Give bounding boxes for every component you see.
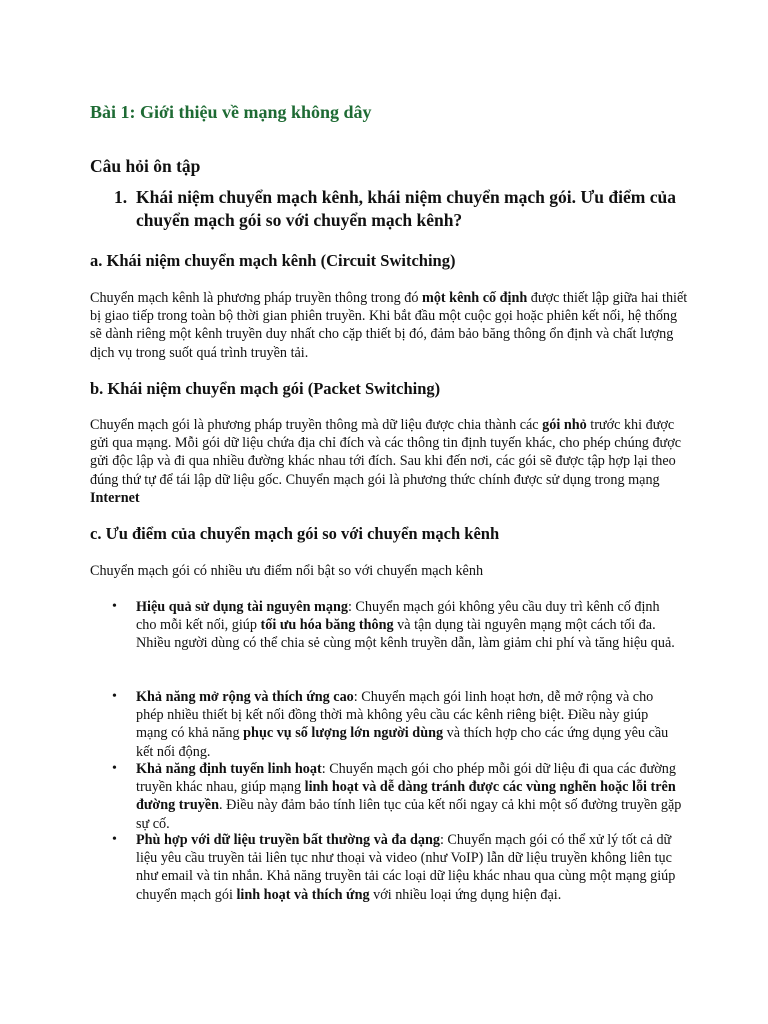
list-item-text [136,688,682,761]
review-heading: Câu hỏi ôn tập [90,156,201,176]
section-b-heading: b. Khái niệm chuyển mạch gói (Packet Switching) [90,379,441,398]
list-item-text-2: và thích hợp cho các ứng dụng yêu cầu kết nối động. [136,725,669,760]
list-item-text-2: và tận dụng tài nguyên mạng một cách tối đa. Nhiều người dùng có thể chia sẻ cùng một kênh truyền dẫn, làm giảm chi phí và tăng hiệu quả. [136,617,675,652]
section-b-text-2: trước khi được gửi qua mạng. Mỗi gói dữ liệu chứa địa chỉ đích và các thông tin định tuyến khác, cho phép chúng được gửi độc lập và đi qua nhiều đường khác nhau tới đích. Sau khi đến nơi, các gói sẽ được tập hợp lại theo đúng thứ tự để tái lập dữ liệu gốc. Chuyển mạch gói là phương thức chính được sử dụng trong mạng [90,417,682,488]
list-item-bold-lead: Khả năng định tuyến linh hoạt [136,761,322,777]
list-item-bold-lead: Hiệu quả sử dụng tài nguyên mạng [136,599,348,615]
list-item-bold-mid: tối ưu hóa băng thông [260,617,394,634]
section-b-bold-1: gói nhỏ [542,417,587,433]
section-a-heading: a. Khái niệm chuyển mạch kênh (Circuit Switching) [90,251,456,270]
list-item [90,831,690,904]
list-item [90,760,690,833]
bullet-icon: • [112,761,117,776]
bullet-icon: • [112,599,117,614]
list-item-text-1: : Chuyển mạch gói không yêu cầu duy trì kênh cố định cho mỗi kết nối, giúp [136,599,660,634]
list-item-bold-mid: linh hoạt và thích ứng [236,886,370,903]
list-item-bold-mid: phục vụ số lượng lớn người dùng [243,725,444,742]
section-c-intro: Chuyển mạch gói có nhiều ưu điểm nổi bật so với chuyển mạch kênh [90,563,484,579]
section-b-text-1: Chuyển mạch gói là phương pháp truyền thông mà dữ liệu được chia thành các [90,417,543,433]
list-item-text-2: . Điều này đảm bảo tính liên tục của kết nối ngay cả khi một số đường truyền gặp sự cố. [136,797,682,832]
section-c-heading: c. Ưu điểm của chuyển mạch gói so với chuyển mạch kênh [90,524,500,543]
section-a-text-2: được thiết lập giữa hai thiết bị giao tiếp trong toàn bộ thời gian phiên truyền. Khi bắt đầu một cuộc gọi hoặc phiên kết nối, hệ thống sẽ dành riêng một kênh truyền duy nhất cho cặp thiết bị đó, đảm bảo băng thông ổn định và chất lượng dịch vụ trong suốt quá trình truyền tải. [90,290,688,361]
list-item-bold-lead: Phù hợp với dữ liệu truyền bất thường và đa dạng [136,832,440,848]
list-item-text-2: với nhiều loại ứng dụng hiện đại. [369,886,562,903]
bullet-icon: • [112,832,117,847]
list-item-text-1: : Chuyển mạch gói cho phép mỗi gói dữ liệu đi qua các đường truyền khác nhau, giúp mạng [136,761,676,796]
list-item-text [136,831,682,904]
section-b-bold-2: Internet [90,489,140,506]
section-a-bold-1: một kênh cố định [422,290,528,306]
list-item-bold-lead: Khả năng mở rộng và thích ứng cao [136,689,354,705]
list-item-text-1: : Chuyển mạch gói có thể xử lý tốt cả dữ liệu yêu cầu truyền tải liên tục như thoại và video (như VoIP) lẫn dữ liệu truyền không liên tục như email và tin nhắn. Khả năng truyền tải các loại dữ liệu khác nhau qua cùng một mạng giúp chuyển mạch gói [136,832,676,903]
list-item-text-1: : Chuyển mạch gói linh hoạt hơn, dễ mở rộng và cho phép nhiều thiết bị kết nối đồng thời mà không yêu cầu các kênh riêng biệt. Điều này giúp mạng có khả năng [136,689,654,742]
question-item [90,186,690,232]
list-item [90,598,690,653]
list-item [90,688,690,761]
question-text: Khái niệm chuyển mạch kênh, khái niệm chuyển mạch gói. Ưu điểm của chuyển mạch gói so với chuyển mạch kênh? [136,187,676,230]
bullet-icon: • [112,689,117,704]
section-a-paragraph [90,289,690,362]
list-item-text [136,760,682,833]
list-item-bold-mid: linh hoạt và dễ dàng tránh được các vùng nghẽn hoặc lỗi trên đường truyền [136,779,676,814]
question-number: 1. [114,187,128,207]
list-item-text [136,598,682,653]
section-b-paragraph [90,416,690,507]
section-a-text-1: Chuyển mạch kênh là phương pháp truyền thông trong đó [90,290,422,306]
lesson-title: Bài 1: Giới thiệu về mạng không dây [90,102,372,122]
